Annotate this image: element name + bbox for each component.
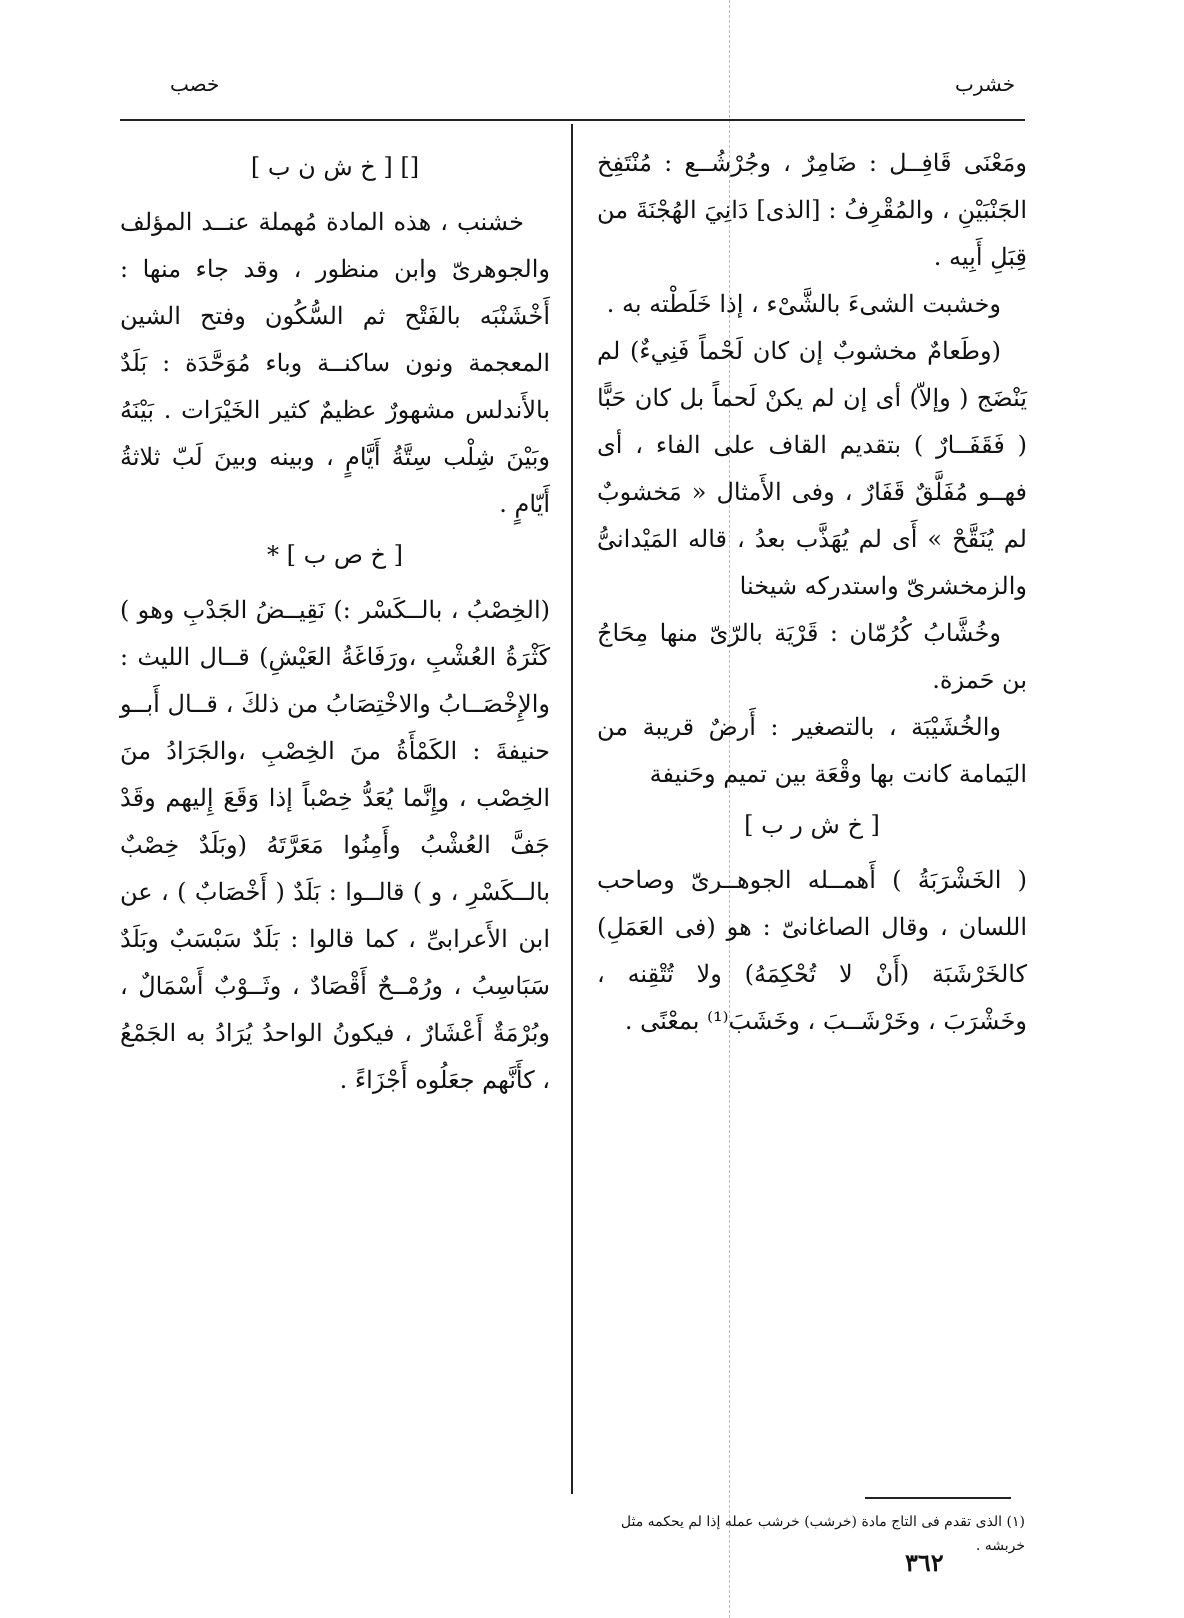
- paragraph: ( الخَشْرَبَةُ ) أَهمــله الجوهــرىّ وصاحب اللسان ، وقال الصاغانىّ : هو (فى العَمَلِ) كالخَرْشَبَة (أَنْ لا تُحْكِمَهُ) ولا تُتْقِنه ، وخَشْرَبَ ، وخَرْشَــبَ ، وخَشَبَ⁽¹⁾ بمعْنًى .: [597, 866, 1027, 1035]
- footnote: (١) الذى تقدم فى التاج مادة (خرشب) خرشب عمله إذا لم يحكمه مثل خربشه .: [620, 1514, 1025, 1554]
- paragraph: ومَعْنَى قَافِــل : ضَامِرٌ ، وجُرْشُــع : مُنْتَفِخ الجَنْبَيْنِ ، والمُقْرِفُ : [الذى] دَانِيَ الهُجْنَةَ من قِبَلِ أَبِيه .: [597, 149, 1027, 271]
- entry-heading: [ خ ص ب ] *: [267, 541, 403, 569]
- column-divider: [571, 124, 573, 1494]
- right-column: [597, 140, 1027, 1045]
- entry-heading: [ خ ش ر ب ]: [744, 811, 880, 839]
- paragraph: (الخِصْبُ ، بالــكَسْر :) نَقِيــضُ الجَدْبِ وهو ) كَثْرَةُ العُشْبِ ،ورَفَاغَةُ العَيْشِ) قــال الليث : والإِخْصَــابُ والاخْتِصَابُ من ذلكَ ، قــال أَبــو حنيفةَ : الكَمْأَةُ منَ الخِصْبِ ،والجَرَادُ منَ الخِصْب ، وإِنَّما يُعَدُّ خِصْباً إذا وَقَعَ إِليهم وقَدْ جَفَّ العُشْبُ وأَمِنُوا مَعَرَّتَهُ (وبَلَدٌ خِصْبٌ بالــكَسْرِ ، و ) قالــوا : بَلَدٌ ( أَخْصَابٌ ) ، عن ابن الأَعرابىِّ ، كما قالوا : بَلَدٌ سَبْسَبٌ وبَلَدٌ سَبَاسِبُ ، ورُمْــحٌ أَقْصَادٌ ، وثَــوْبٌ أَسْمَالٌ ، وبُرْمَةٌ أَعْشَارٌ ، فيكونُ الواحدُ يُرَادُ به الجَمْعُ ، كأَنَّهم جعَلُوه أَجْزَاءً .: [120, 596, 550, 1094]
- page-number: ٣٦٢: [905, 1548, 944, 1577]
- paragraph: خشنب ، هذه المادة مُهملة عنــد المؤلف والجوهرىّ وابن منظور ، وقد جاء منها : أَخْشَنْبَه بالفَتْح ثم السُّكُون وفتح الشين المعجمة ونون ساكنــة وباء مُوَحَّدَة : بَلَدٌ بالأَندلس مشهورٌ عظيمٌ كثير الخَيْرَات . بَيْنَهُ وبَيْنَ شِلْب سِتَّةُ أَيَّامٍ ، وبينه وبينَ لَبّ ثلاثةُ أَيّامٍ .: [120, 208, 550, 518]
- paragraph: (وطَعامٌ مخشوبٌ إن كان لَحْماً فَنِيءٌ) لم يَنْضَج ( وإلاّ) أى إن لم يكنْ لَحماً بل كان حَبًّا ( فَقَفَــارٌ ) بتقديم القاف على الفاء ، أى فهــو مُفَلَّقٌ قَفَارٌ ، وفى الأَمثال « مَخشوبٌ لم يُنَقَّحْ » أَى لم يُهَذَّب بعدُ ، قاله المَيْدانىُّ والزمخشرىّ واستدركه شيخنا: [597, 337, 1027, 600]
- paragraph: وخُشَّابُ كُرُمّان : قَرْيَة بالرّىّ منها مِحَاجُ بن حَمزة.: [597, 619, 1027, 694]
- running-head-right: خشرب: [955, 72, 1016, 96]
- entry-heading: [] [ خ ش ن ب ]: [250, 153, 420, 181]
- running-head-left: خصب: [170, 72, 220, 96]
- header-rule: [120, 119, 1025, 121]
- left-column: [120, 140, 550, 1104]
- paragraph: والخُشَيْبَة ، بالتصغير : أَرضٌ قريبة من اليَمامة كانت بها وقْعَة بين تميم وحَنيفة: [597, 713, 1027, 788]
- footnote-rule: [865, 1497, 1011, 1499]
- paragraph: وخشبت الشىءَ بالشَّىْء ، إذا خَلَطْته به .: [606, 290, 1001, 318]
